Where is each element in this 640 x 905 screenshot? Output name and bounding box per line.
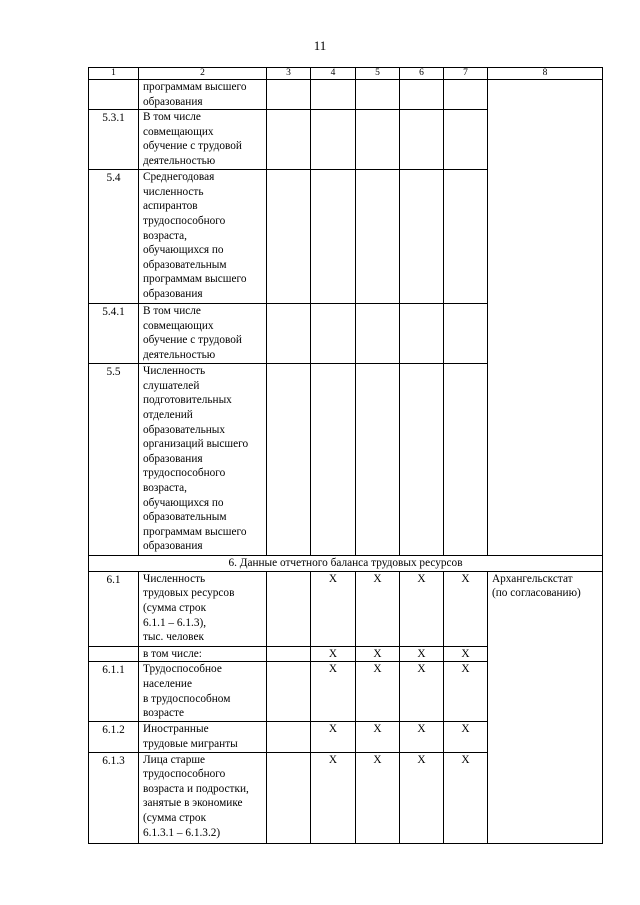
row-number: 5.4.1: [89, 304, 139, 364]
indicators-table: [88, 67, 603, 844]
x-mark: Х: [311, 662, 356, 722]
row-description: Численность трудовых ресурсов (сумма строк 6.1.1 – 6.1.3), тыс. человек: [139, 571, 267, 646]
row-description: программам высшего образования: [139, 80, 267, 110]
x-mark: Х: [444, 646, 488, 662]
table-header-row: [89, 68, 603, 80]
row-number: 6.1.3: [89, 752, 139, 843]
row-description: Иностранные трудовые мигранты: [139, 722, 267, 752]
row-description: Численность слушателей подготовительных отделений образовательных организаций высшего образования трудоспособного возраста, обучающихся по образовательным программам высшего образования: [139, 364, 267, 556]
row-description: в том числе:: [139, 646, 267, 662]
header-cell: 4: [311, 68, 356, 80]
row-number: 5.4: [89, 170, 139, 304]
x-mark: Х: [400, 752, 444, 843]
x-mark: Х: [400, 722, 444, 752]
x-mark: Х: [356, 752, 400, 843]
section-title: 6. Данные отчетного баланса трудовых ресурсов: [89, 556, 603, 572]
row-description: Трудоспособное население в трудоспособном возрасте: [139, 662, 267, 722]
header-cell: 3: [267, 68, 311, 80]
header-cell: 2: [139, 68, 267, 80]
responsible-organization: Архангельскстат (по согласованию): [488, 571, 603, 843]
row-number: 6.1.2: [89, 722, 139, 752]
x-mark: Х: [400, 571, 444, 646]
x-mark: Х: [311, 646, 356, 662]
header-cell: 5: [356, 68, 400, 80]
x-mark: Х: [311, 571, 356, 646]
page-number: 11: [313, 38, 327, 53]
row-number: 5.3.1: [89, 110, 139, 170]
x-mark: Х: [444, 662, 488, 722]
x-mark: Х: [444, 722, 488, 752]
row-number: [89, 646, 139, 662]
x-mark: Х: [311, 752, 356, 843]
row-number: 6.1.1: [89, 662, 139, 722]
x-mark: Х: [356, 662, 400, 722]
row-description: Среднегодовая численность аспирантов трудоспособного возраста, обучающихся по образовательным программам высшего образования: [139, 170, 267, 304]
table-row: [89, 80, 603, 110]
header-cell: 1: [89, 68, 139, 80]
header-cell: 7: [444, 68, 488, 80]
row-description: В том числе совмещающих обучение с трудовой деятельностью: [139, 304, 267, 364]
row-number: [89, 80, 139, 110]
x-mark: Х: [356, 571, 400, 646]
x-mark: Х: [400, 662, 444, 722]
header-cell: 6: [400, 68, 444, 80]
x-mark: Х: [356, 646, 400, 662]
row-number: 5.5: [89, 364, 139, 556]
header-cell: 8: [488, 68, 603, 80]
row-description: В том числе совмещающих обучение с трудовой деятельностью: [139, 110, 267, 170]
section-heading-row: [89, 556, 603, 572]
responsible-empty-cell: [488, 80, 603, 556]
table-row: [89, 571, 603, 646]
x-mark: Х: [400, 646, 444, 662]
row-number: 6.1: [89, 571, 139, 646]
x-mark: Х: [444, 752, 488, 843]
row-description: Лица старше трудоспособного возраста и подростки, занятые в экономике (сумма строк 6.1.3.1 – 6.1.3.2): [139, 752, 267, 843]
x-mark: Х: [356, 722, 400, 752]
x-mark: Х: [444, 571, 488, 646]
x-mark: Х: [311, 722, 356, 752]
